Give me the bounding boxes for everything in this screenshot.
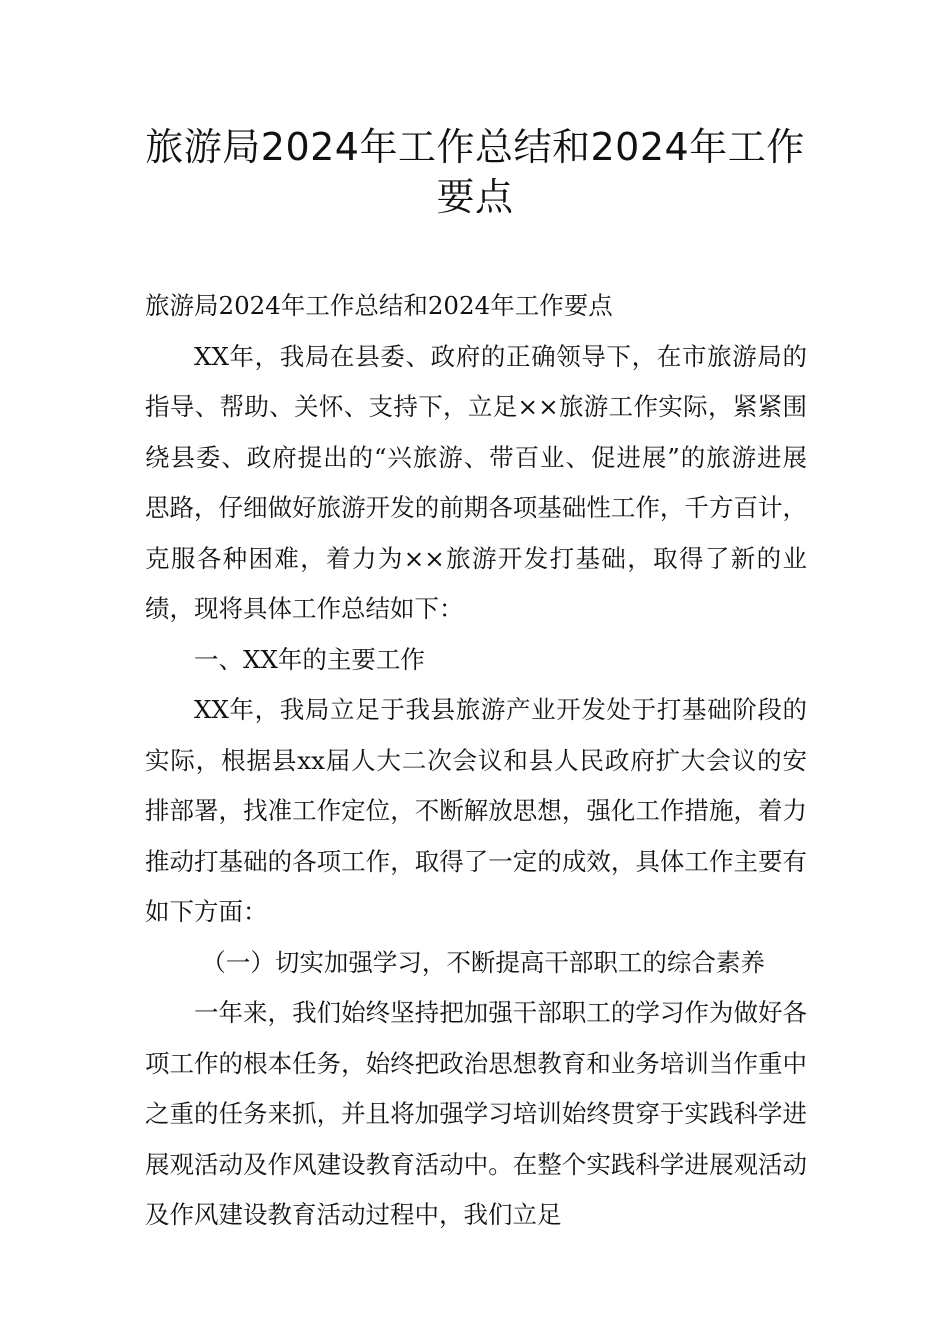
subsection-heading: （一）切实加强学习，不断提高干部职工的综合素养 [201, 947, 765, 977]
document-title: 旅游局2024年工作总结和2024年工作要点 [145, 125, 805, 219]
paragraph: 一年来，我们始终坚持把加强干部职工的学习作为做好各项工作的根本任务，始终把政治思想教育和业务培训当作重中之重的任务来抓，并且将加强学习培训始终贯穿于实践科学进展观活动及作风建设教育活动中。在整个实践科学进展观活动及作风建设教育活动过程中，我们立足 [145, 998, 807, 1229]
document-body [145, 281, 807, 1241]
paragraph: XX年，我局在县委、政府的正确领导下，在市旅游局的指导、帮助、关怀、支持下，立足××旅游工作实际，紧紧围绕县委、政府提出的“兴旅游、带百业、促进展”的旅游进展思路，仔细做好旅游开发的前期各项基础性工作，千方百计，克服各种困难，着力为××旅游开发打基础，取得了新的业绩，现将具体工作总结如下： [145, 341, 807, 623]
section-heading: 一、XX年的主要工作 [194, 644, 425, 674]
paragraph: XX年，我局立足于我县旅游产业开发处于打基础阶段的实际，根据县xx届人大二次会议和县人民政府扩大会议的安排部署，找准工作定位，不断解放思想，强化工作措施，着力推动打基础的各项工作，取得了一定的成效，具体工作主要有如下方面： [145, 695, 807, 926]
subtitle-line: 旅游局2024年工作总结和2024年工作要点 [145, 291, 613, 320]
